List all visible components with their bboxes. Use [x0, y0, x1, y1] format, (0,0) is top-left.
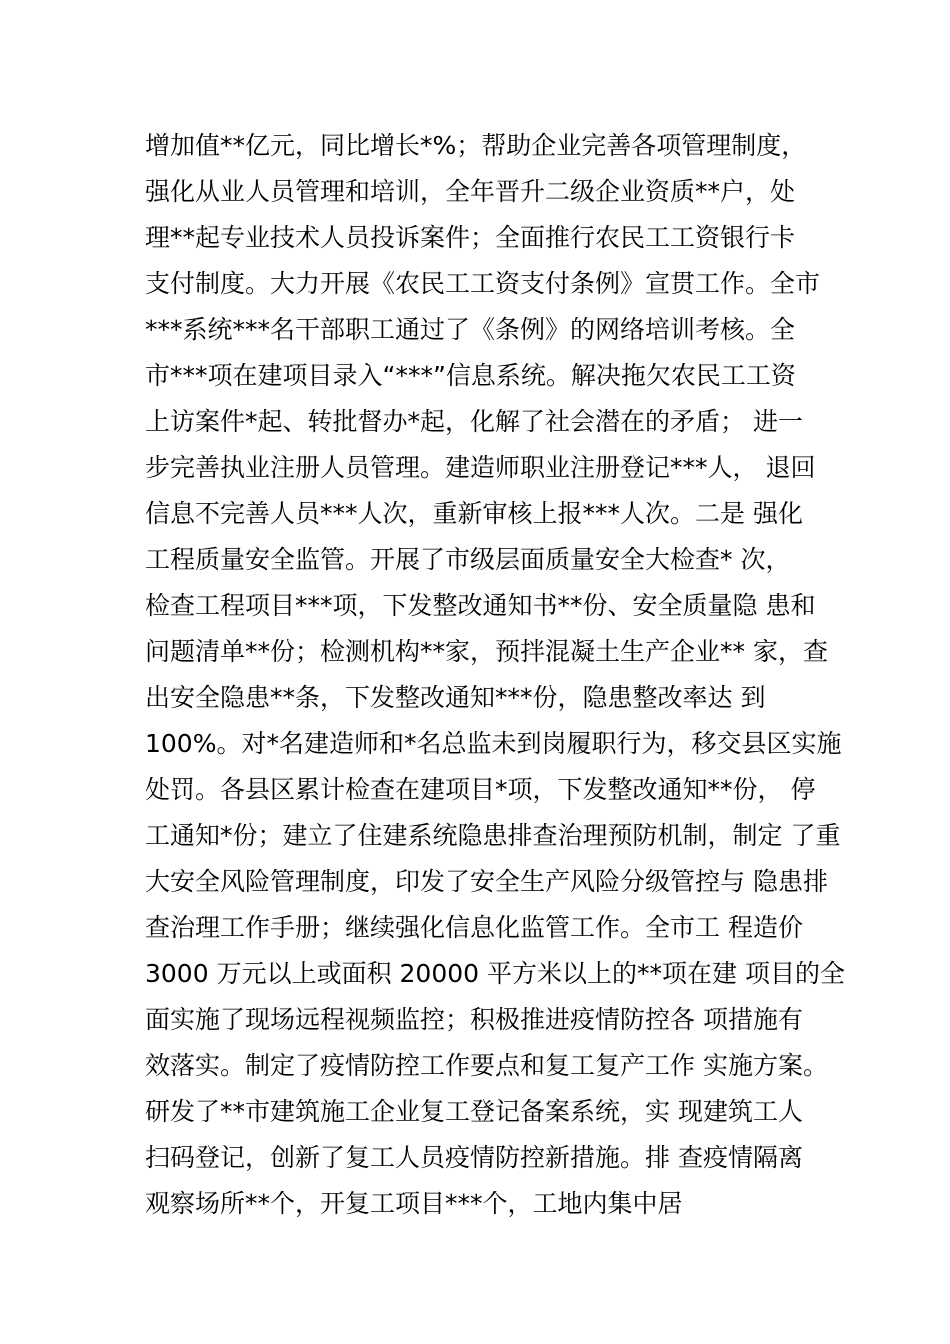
text-line: 观察场所**个，开复工项目***个，工地内集中居 — [145, 1189, 683, 1218]
text-line: 研发了**市建筑施工企业复工登记备案系统，实 现建筑工人 — [145, 1097, 803, 1126]
text-line: 检查工程项目***项，下发整改通知书**份、安全质量隐 患和 — [145, 591, 816, 620]
text-line: 信息不完善人员***人次，重新审核上报***人次。二是 强化 — [145, 499, 803, 528]
text-line: 出安全隐患**条，下发整改通知***份，隐患整改率达 到 — [145, 683, 766, 712]
text-line: 效落实。制定了疫情防控工作要点和复工复产工作 实施方案。 — [145, 1051, 828, 1080]
text-line: 上访案件*起、转批督办*起，化解了社会潜在的矛盾； 进一 — [145, 407, 803, 436]
text-line: 处罚。各县区累计检查在建项目*项，下发整改通知**份， 停 — [145, 775, 816, 804]
document-text-body — [145, 123, 845, 1227]
text-line: 扫码登记，创新了复工人员疫情防控新措施。排 查疫情隔离 — [145, 1143, 803, 1172]
text-line: 理**起专业技术人员投诉案件；全面推行农民工工资银行卡 — [145, 223, 796, 252]
text-line: 增加值**亿元，同比增长*%；帮助企业完善各项管理制度， — [145, 131, 807, 160]
text-line: 工程质量安全监管。开展了市级层面质量安全大检查* 次， — [145, 545, 791, 574]
text-line: 100%。对*名建造师和*名总监未到岗履职行为，移交县区实施 — [145, 729, 842, 758]
text-line: 3000 万元以上或面积 20000 平方米以上的**项在建 项目的全 — [145, 959, 845, 988]
text-line: ***系统***名干部职工通过了《条例》的网络培训考核。全 — [145, 315, 796, 344]
text-line: 面实施了现场远程视频监控；积极推进疫情防控各 项措施有 — [145, 1005, 803, 1034]
text-line: 工通知*份；建立了住建系统隐患排查治理预防机制，制定 了重 — [145, 821, 841, 850]
text-line: 强化从业人员管理和培训，全年晋升二级企业资质**户，处 — [145, 177, 796, 206]
text-line: 问题清单**份；检测机构**家，预拌混凝土生产企业** 家，查 — [145, 637, 828, 666]
text-line: 大安全风险管理制度，印发了安全生产风险分级管控与 隐患排 — [145, 867, 828, 896]
text-line: 查治理工作手册；继续强化信息化监管工作。全市工 程造价 — [145, 913, 803, 942]
text-line: 步完善执业注册人员管理。建造师职业注册登记***人， 退回 — [145, 453, 816, 482]
text-line: 支付制度。大力开展《农民工工资支付条例》宣贯工作。全市 — [145, 269, 821, 298]
text-line: 市***项在建项目录入“***”信息系统。解决拖欠农民工工资 — [145, 361, 796, 390]
